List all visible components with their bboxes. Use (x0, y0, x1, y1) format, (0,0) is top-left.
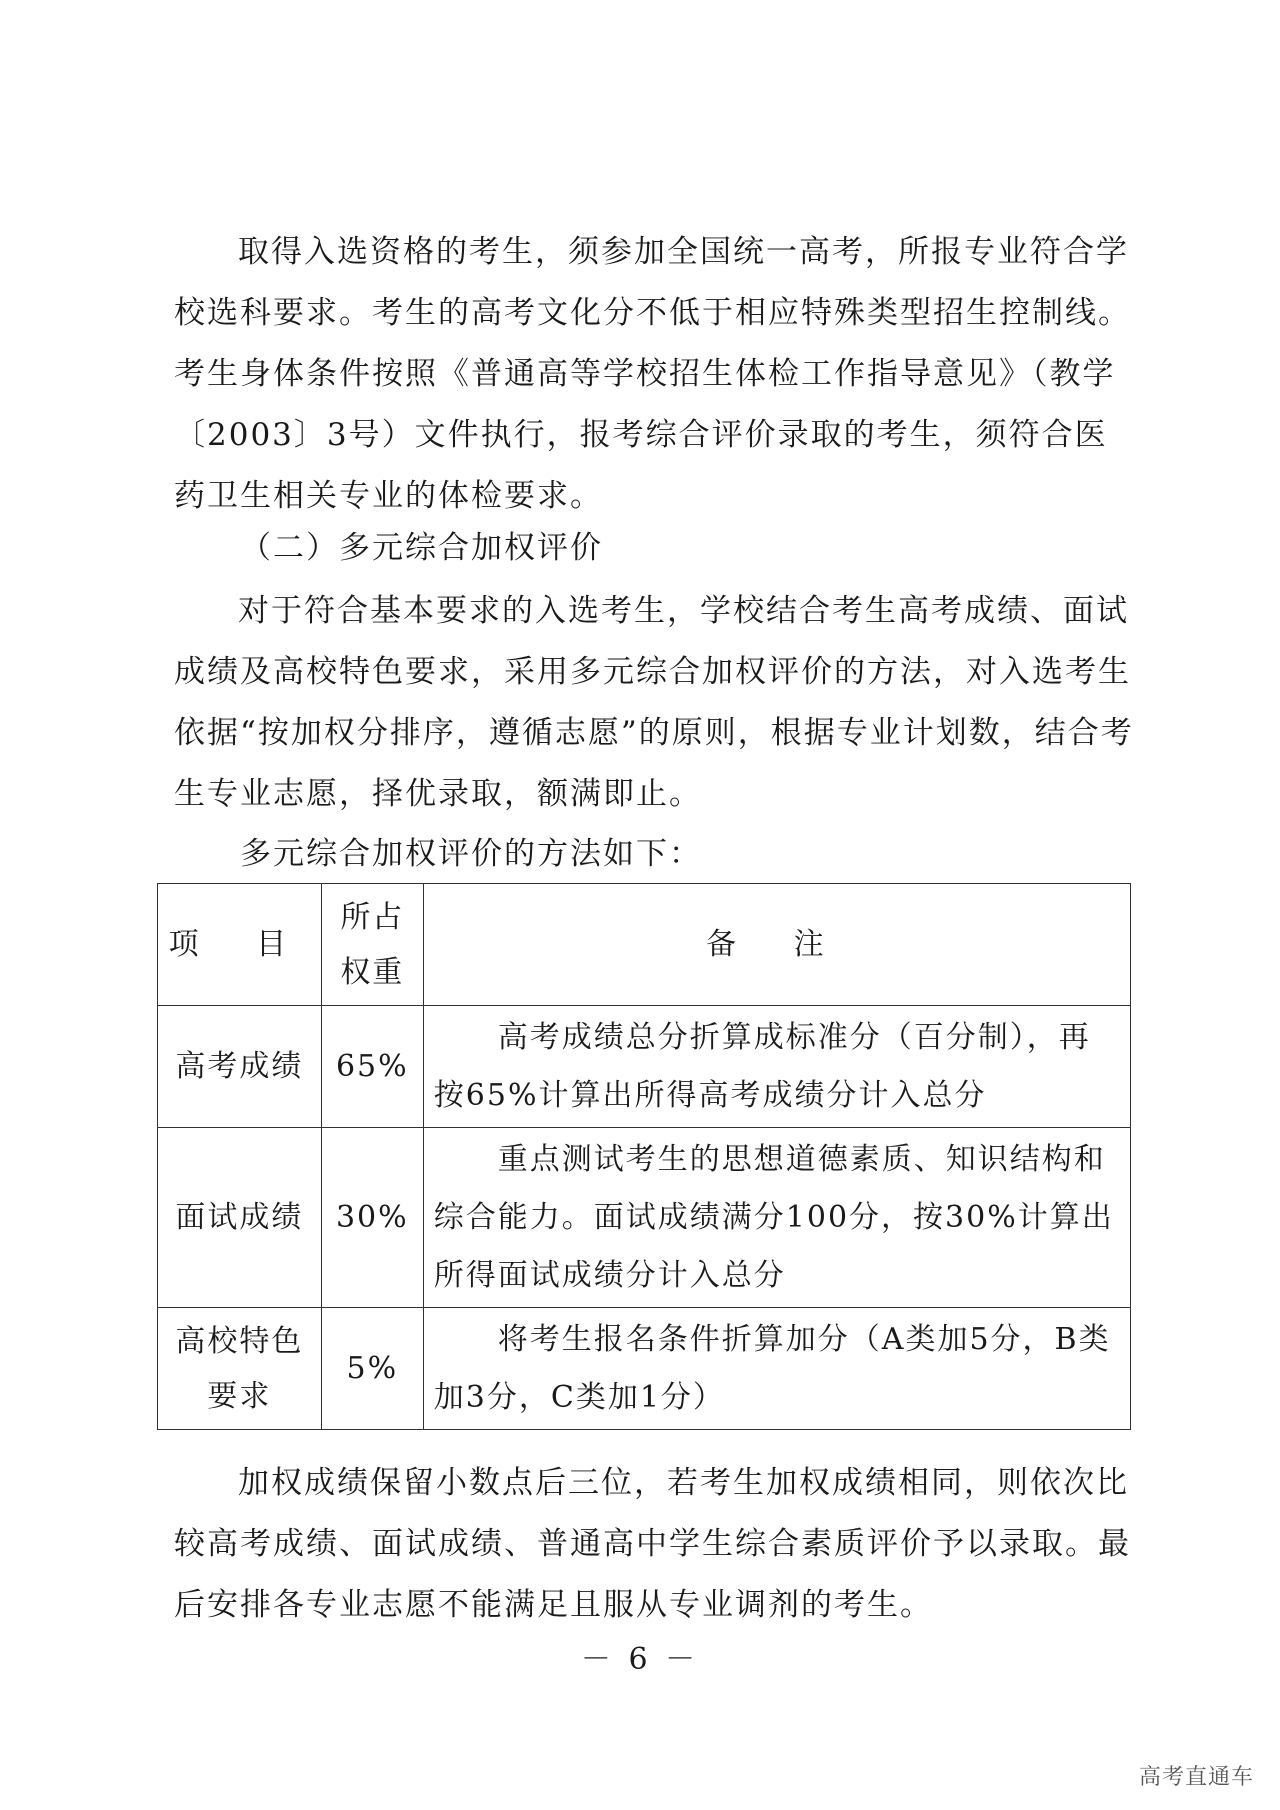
cell-note: 重点测试考生的思想道德素质、知识结构和综合能力。面试成绩满分100分，按30%计算出所得面试成绩分计入总分 (423, 1128, 1130, 1308)
cell-weight: 5% (321, 1308, 423, 1430)
cell-item: 高校特色 要求 (158, 1308, 322, 1430)
table-row (158, 1128, 1131, 1308)
page-number: － 6 － (580, 1642, 700, 1677)
paragraph-tie-break: 加权成绩保留小数点后三位，若考生加权成绩相同，则依次比较高考成绩、面试成绩、普通高中学生综合素质评价予以录取。最后安排各专业志愿不能满足且服从专业调剂的考生。 (174, 1465, 1131, 1623)
table-row (158, 1308, 1131, 1430)
header-note: 备 注 (423, 884, 1130, 1006)
cell-note: 将考生报名条件折算加分（A类加5分，B类加3分，C类加1分） (423, 1308, 1130, 1430)
paragraph-admission-principle: 对于符合基本要求的入选考生，学校结合考生高考成绩、面试成绩及高校特色要求，采用多元综合加权评价的方法，对入选考生依据“按加权分排序，遵循志愿”的原则，根据专业计划数，结合考生专业志愿，择优录取，额满即止。 (174, 593, 1134, 812)
table-row (158, 1006, 1131, 1128)
watermark-text: 高考直通车 (1138, 1765, 1254, 1790)
cell-weight: 65% (321, 1006, 423, 1128)
header-item: 项 目 (158, 884, 322, 1006)
table-header-row (158, 884, 1131, 1006)
cell-weight: 30% (321, 1128, 423, 1308)
cell-item: 高考成绩 (158, 1006, 322, 1128)
paragraph-eligibility: 取得入选资格的考生，须参加全国统一高考，所报专业符合学校选科要求。考生的高考文化分不低于相应特殊类型招生控制线。考生身体条件按照《普通高等学校招生体检工作指导意见》（教学〔2003〕3号）文件执行，报考综合评价录取的考生，须符合医药卫生相关专业的体检要求。 (174, 234, 1131, 514)
weighting-table (157, 883, 1131, 1430)
paragraph-method-intro: 多元综合加权评价的方法如下： (240, 836, 702, 872)
cell-item: 面试成绩 (158, 1128, 322, 1308)
header-weight: 所占 权重 (321, 884, 423, 1006)
section-heading-weighted-evaluation: （二）多元综合加权评价 (240, 530, 603, 566)
cell-note: 高考成绩总分折算成标准分（百分制），再按65%计算出所得高考成绩分计入总分 (423, 1006, 1130, 1128)
